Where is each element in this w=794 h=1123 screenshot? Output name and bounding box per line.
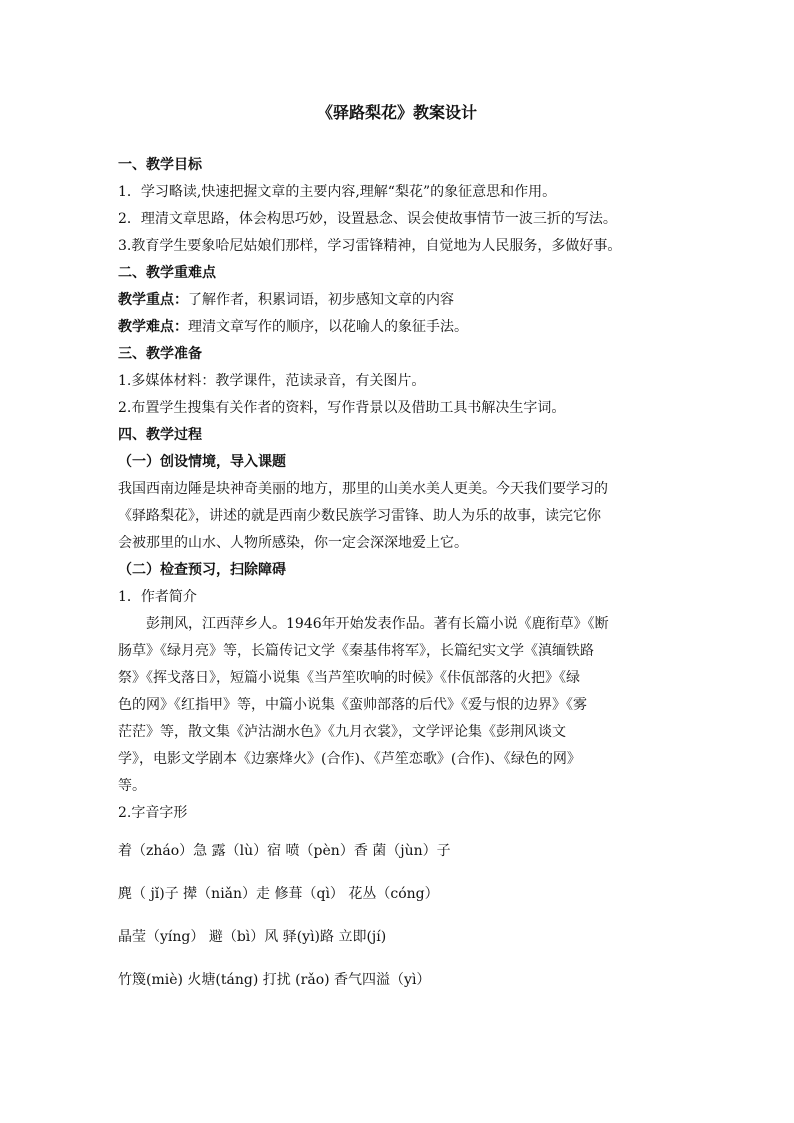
intro-paragraph-line: 我国西南边陲是块神奇美丽的地方，那里的山美水美人更美。今天我们要学习的 xyxy=(118,481,608,497)
pronunciation-heading: 2.字音字形 xyxy=(118,805,188,821)
author-paragraph-line: 彭荆风，江西萍乡人。1946年开始发表作品。著有长篇小说《鹿衔草》《断 xyxy=(146,616,609,632)
section-heading-process: 四、教学过程 xyxy=(118,427,202,443)
document-title: 《驿路梨花》教案设计 xyxy=(316,103,477,122)
subheading-intro: （一）创设情境，导入课题 xyxy=(118,454,286,470)
prep-item-2: 2.布置学生搜集有关作者的资料，写作背景以及借助工具书解决生字词。 xyxy=(118,400,566,416)
difficult-point-line xyxy=(118,314,678,341)
author-paragraph-line: 肠草》《绿月亮》等，长篇传记文学《秦基伟将军》，长篇纪实文学《滇缅铁路 xyxy=(118,643,594,659)
key-point-text: 了解作者，积累词语，初步感知文章的内容 xyxy=(188,292,454,308)
section-heading-keypoints: 二、教学重难点 xyxy=(118,265,216,281)
pronunciation-row: 晶莹（yíng） 避（bì）风 驿(yì)路 立即(jí) xyxy=(118,929,387,945)
key-point-line xyxy=(118,287,678,314)
key-point-label: 教学重点： xyxy=(118,292,188,308)
pronunciation-row: 着（zháo）急 露（lù）宿 喷（pèn）香 菌（jùn）子 xyxy=(118,843,451,859)
goal-item-2: 2．理清文章思路，体会构思巧妙，设置悬念、误会使故事情节一波三折的写法。 xyxy=(118,211,617,227)
pronunciation-row: 麂（ jǐ)子 撵（niǎn）走 修葺（qì） 花丛（cóng） xyxy=(118,886,439,902)
pronunciation-row: 竹篾(miè) 火塘(táng) 打扰 (rǎo) 香气四溢（yì） xyxy=(118,972,431,988)
goal-item-1: 1．学习略读,快速把握文章的主要内容,理解“梨花”的象征意思和作用。 xyxy=(118,184,557,200)
intro-paragraph-line: 会被那里的山水、人物所感染，你一定会深深地爱上它。 xyxy=(118,535,468,551)
author-paragraph-line: 色的网》《红指甲》等，中篇小说集《蛮帅部落的后代》《爱与恨的边界》《雾 xyxy=(118,697,587,713)
difficult-point-label: 教学难点： xyxy=(118,319,188,335)
author-heading: 1．作者简介 xyxy=(118,589,197,605)
difficult-point-text: 理清文章写作的顺序，以花喻人的象征手法。 xyxy=(188,319,468,335)
intro-paragraph-line: 《驿路梨花》，讲述的就是西南少数民族学习雷锋、助人为乐的故事，读完它你 xyxy=(118,508,601,524)
author-paragraph-line: 学》，电影文学剧本《边寨烽火》(合作)、《芦笙恋歌》(合作)、《绿色的网》 xyxy=(118,751,581,767)
author-paragraph-line: 茫茫》等，散文集《泸沽湖水色》《九月衣裳》，文学评论集《彭荆风谈文 xyxy=(118,724,566,740)
subheading-preview: （二）检查预习，扫除障碍 xyxy=(118,562,286,578)
author-paragraph-line: 等。 xyxy=(118,778,146,794)
prep-item-1: 1.多媒体材料：教学课件，范读录音，有关图片。 xyxy=(118,373,426,389)
section-heading-prep: 三、教学准备 xyxy=(118,346,202,362)
author-paragraph-line: 祭》《挥戈落日》，短篇小说集《当芦笙吹响的时候》《佧佤部落的火把》《绿 xyxy=(118,670,580,686)
goal-item-3: 3.教育学生要象哈尼姑娘们那样，学习雷锋精神，自觉地为人民服务，多做好事。 xyxy=(118,238,622,254)
section-heading-goals: 一、教学目标 xyxy=(118,157,202,173)
